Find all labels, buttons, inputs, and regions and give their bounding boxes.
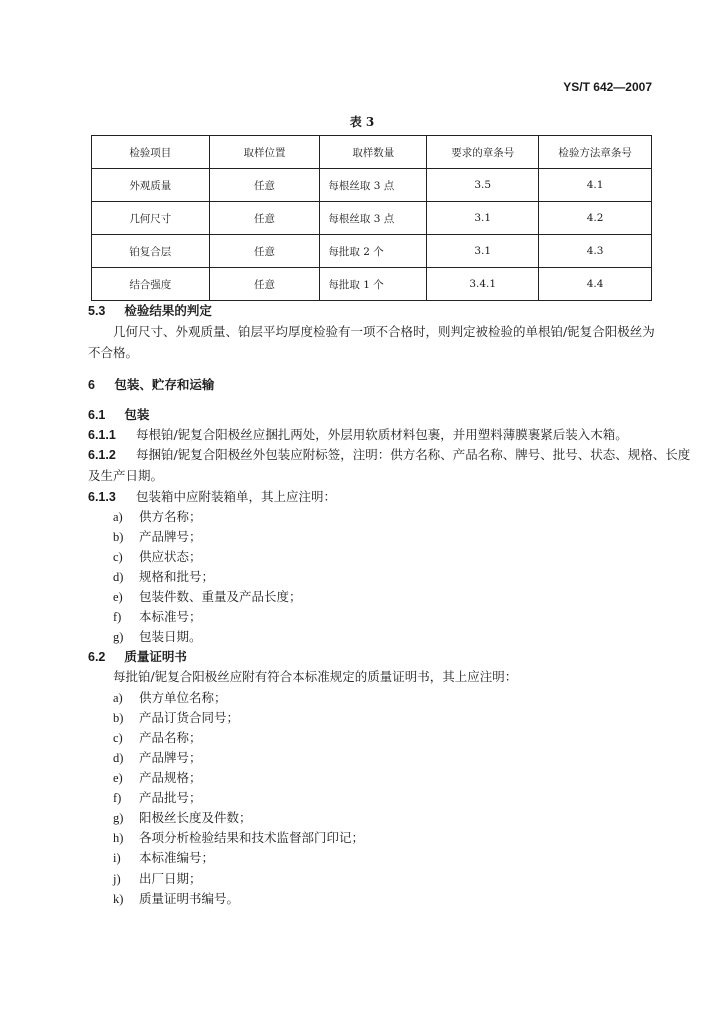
section-6-2-heading <box>88 647 187 667</box>
clause-number: 6.1.3 <box>88 490 116 504</box>
table-cell: 任意 <box>209 202 320 235</box>
paragraph-line: 不合格。 <box>88 345 139 360</box>
list-text: 本标准号； <box>139 609 202 624</box>
table-cell: 4.1 <box>539 169 652 202</box>
table-cell: 铂复合层 <box>92 235 210 268</box>
list-item <box>113 527 202 547</box>
table-cell: 任意 <box>209 268 320 301</box>
table-cell: 任意 <box>209 235 320 268</box>
section-title: 质量证明书 <box>124 649 187 664</box>
table-cell: 每批取 1 个 <box>320 268 427 301</box>
list-label: g) <box>113 630 124 644</box>
list-item <box>113 889 239 909</box>
table-row <box>92 169 652 202</box>
table-cell: 几何尺寸 <box>92 202 210 235</box>
list-text: 产品牌号； <box>139 529 202 544</box>
list-text: 供应状态； <box>139 549 202 564</box>
list-item <box>113 808 252 828</box>
list-text: 产品批号； <box>139 790 202 805</box>
table-cell: 每根丝取 3 点 <box>320 169 427 202</box>
table-header-row <box>92 136 652 169</box>
section-number: 6 <box>88 378 95 392</box>
section-6-heading <box>88 375 214 395</box>
list-label: k) <box>113 892 124 906</box>
section-number: 6.2 <box>88 650 106 664</box>
list-text: 供方单位名称； <box>139 690 227 705</box>
table-row <box>92 202 652 235</box>
list-text: 包装件数、重量及产品长度； <box>139 589 302 604</box>
list-item <box>113 869 202 889</box>
list-item <box>113 688 227 708</box>
list-item <box>113 728 202 748</box>
list-item <box>113 547 202 567</box>
list-label: e) <box>113 771 123 785</box>
clause-6-1-1 <box>88 425 628 445</box>
list-label: b) <box>113 711 124 725</box>
table-cell: 结合强度 <box>92 268 210 301</box>
clause-text: 每捆铂/铌复合阳极丝外包装应附标签，注明：供方名称、产品名称、牌号、批号、状态、规格、长度 <box>135 447 691 462</box>
list-label: c) <box>113 731 123 745</box>
section-6-1-heading <box>88 405 149 425</box>
table-row <box>92 268 652 301</box>
list-item <box>113 567 214 587</box>
list-text: 质量证明书编号。 <box>139 891 240 906</box>
list-text: 阳极丝长度及件数； <box>139 810 252 825</box>
table-cell: 4.3 <box>539 235 652 268</box>
clause-text: 包装箱中应附装箱单，其上应注明： <box>135 489 336 504</box>
list-label: d) <box>113 570 124 584</box>
list-text: 本标准编号； <box>139 850 215 865</box>
list-item <box>113 507 202 527</box>
list-label: e) <box>113 590 123 604</box>
list-label: a) <box>113 510 123 524</box>
inspection-table <box>91 135 652 301</box>
list-item <box>113 828 364 848</box>
list-item <box>113 627 202 647</box>
section-number: 5.3 <box>88 304 106 318</box>
table-cell: 3.5 <box>427 169 539 202</box>
list-label: b) <box>113 530 124 544</box>
header-cell-sampling-position: 取样位置 <box>209 136 320 169</box>
table-cell: 3.1 <box>427 202 539 235</box>
paragraph-line: 几何尺寸、外观质量、铂层平均厚度检验有一项不合格时，则判定被检验的单根铂/铌复合阳极丝为 <box>113 324 655 339</box>
header-cell-requirement-clause: 要求的章条号 <box>427 136 539 169</box>
section-title: 检验结果的判定 <box>124 303 212 318</box>
list-item <box>113 748 202 768</box>
list-item <box>113 587 302 607</box>
list-item <box>113 848 214 868</box>
table-cell: 3.4.1 <box>427 268 539 301</box>
header-cell-method-clause: 检验方法章条号 <box>539 136 652 169</box>
standard-code: YS/T 642—2007 <box>563 80 652 94</box>
clause-6-1-2 <box>88 445 690 465</box>
section-5-3-heading <box>88 301 212 321</box>
table-cell: 外观质量 <box>92 169 210 202</box>
list-label: d) <box>113 751 124 765</box>
list-text: 产品牌号； <box>139 750 202 765</box>
paragraph-line: 每批铂/铌复合阳极丝应附有符合本标准规定的质量证明书，其上应注明： <box>113 669 518 684</box>
clause-6-1-3 <box>88 487 336 507</box>
table-cell: 4.4 <box>539 268 652 301</box>
clause-number: 6.1.2 <box>88 448 116 462</box>
list-item <box>113 768 202 788</box>
header-cell-item: 检验项目 <box>92 136 210 169</box>
list-text: 规格和批号； <box>139 569 215 584</box>
list-text: 各项分析检验结果和技术监督部门印记； <box>139 830 365 845</box>
list-text: 包装日期。 <box>139 629 202 644</box>
section-title: 包装 <box>124 407 150 422</box>
table-cell: 每根丝取 3 点 <box>320 202 427 235</box>
section-number: 6.1 <box>88 408 106 422</box>
header-cell-sampling-quantity: 取样数量 <box>320 136 427 169</box>
clause-text: 每根铂/铌复合阳极丝应捆扎两处，外层用软质材料包裹，并用塑料薄膜裹紧后装入木箱。 <box>135 427 628 442</box>
section-title: 包装、贮存和运输 <box>114 377 215 392</box>
table-cell: 3.1 <box>427 235 539 268</box>
list-label: h) <box>113 831 124 845</box>
list-label: a) <box>113 691 123 705</box>
list-label: j) <box>113 872 121 886</box>
list-label: f) <box>113 791 122 805</box>
table-cell: 每批取 2 个 <box>320 235 427 268</box>
list-item <box>113 708 239 728</box>
table-title: 表 3 <box>349 115 375 129</box>
paragraph-line: 及生产日期。 <box>88 468 164 483</box>
list-text: 产品名称； <box>139 730 202 745</box>
table-row <box>92 235 652 268</box>
list-label: g) <box>113 811 124 825</box>
clause-number: 6.1.1 <box>88 428 116 442</box>
list-text: 出厂日期； <box>139 871 202 886</box>
table-cell: 任意 <box>209 169 320 202</box>
list-label: f) <box>113 610 122 624</box>
list-label: c) <box>113 550 123 564</box>
table-cell: 4.2 <box>539 202 652 235</box>
list-item <box>113 788 202 808</box>
list-text: 产品订货合同号； <box>139 710 240 725</box>
list-text: 供方名称； <box>139 509 202 524</box>
list-item <box>113 607 202 627</box>
list-text: 产品规格； <box>139 770 202 785</box>
list-label: i) <box>113 851 121 865</box>
